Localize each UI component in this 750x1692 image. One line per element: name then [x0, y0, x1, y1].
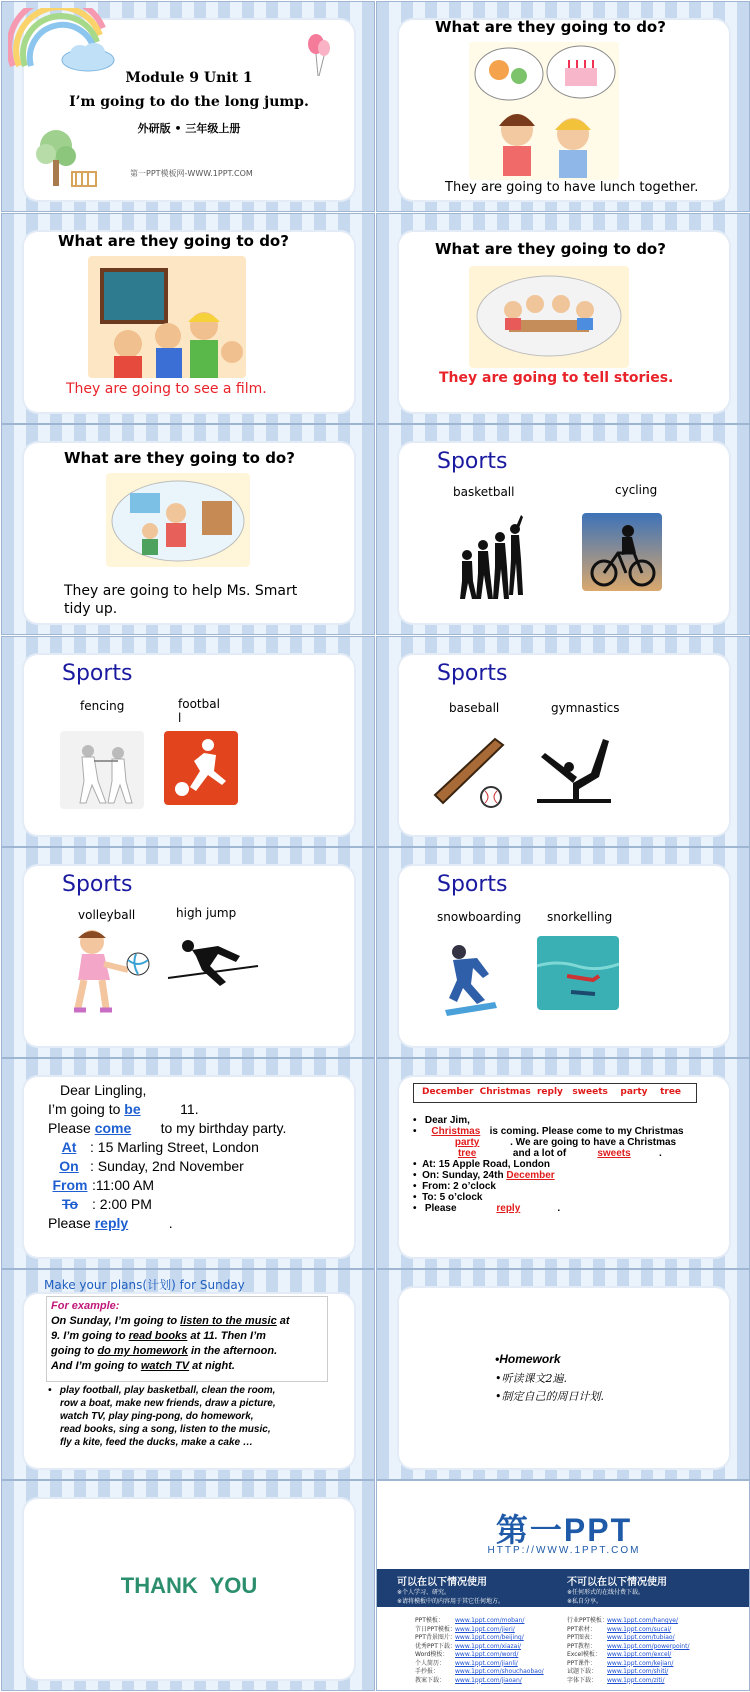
link-label: PPT背景图片： — [415, 1634, 456, 1641]
slide-subtitle: I’m going to do the long jump. — [69, 94, 309, 110]
fill-blank: be — [124, 1101, 141, 1117]
letter-line: Please reply . — [48, 1215, 173, 1231]
link-url[interactable]: www.1ppt.com/hangye/ — [607, 1617, 678, 1624]
link-label: 教案下载： — [415, 1676, 446, 1684]
letter-line: Please come to my birthday party. — [48, 1120, 287, 1136]
link-url[interactable]: www.1ppt.com/xiazai/ — [455, 1642, 522, 1650]
example-line: going to do my homework in the afternoon. — [51, 1345, 278, 1357]
sport-label-wrap: l — [178, 711, 182, 725]
link-row — [415, 1634, 544, 1643]
slide-10[interactable] — [376, 847, 750, 1058]
link-row — [415, 1617, 544, 1626]
link-label: 字体下载： — [567, 1676, 598, 1684]
activity-line: read books, sing a song, listen to the music, — [60, 1424, 271, 1435]
letter-line: tree and a lot of sweets . — [413, 1148, 713, 1159]
link-label: 行业PPT模板： — [567, 1617, 608, 1624]
question: What are they going to do? — [64, 449, 295, 467]
link-label: 个人简历： — [415, 1659, 446, 1667]
slide-12[interactable] — [376, 1058, 750, 1269]
high-jump-icon — [166, 936, 260, 990]
baseball-icon — [429, 731, 509, 811]
sports-heading: Sports — [62, 872, 133, 897]
slide-11[interactable] — [1, 1058, 375, 1269]
letter-line: • Dear Jim, — [413, 1115, 470, 1126]
question: What are they going to do? — [435, 240, 666, 258]
link-row — [567, 1668, 689, 1677]
letter-line: • From: 2 o’clock — [413, 1181, 496, 1192]
activity-list — [48, 1384, 276, 1449]
sport-label: fencing — [80, 699, 125, 713]
slide-7[interactable] — [1, 636, 375, 847]
slide-9[interactable] — [1, 847, 375, 1058]
slide-15[interactable] — [1, 1480, 375, 1691]
slide-8[interactable] — [376, 636, 750, 847]
slide-title: Module 9 Unit 1 — [125, 70, 253, 86]
link-label: 节日PPT模板： — [415, 1625, 456, 1633]
cannot-use-title: 不可以在以下情况使用 — [567, 1577, 667, 1588]
link-url[interactable]: www.1ppt.com/kejian/ — [607, 1659, 674, 1667]
word: reply — [536, 1087, 563, 1097]
answer: They are going to see a film. — [66, 381, 267, 397]
activity-line: fly a kite, feed the ducks, make a cake … — [60, 1437, 253, 1448]
link-row — [567, 1660, 689, 1669]
letter-line: At : 15 Marling Street, London — [48, 1138, 286, 1157]
snorkelling-icon — [537, 936, 619, 1010]
word: December — [422, 1087, 474, 1097]
fill-blank: reply — [496, 1203, 521, 1214]
fill-blank: tree — [457, 1148, 477, 1159]
sport-label: footbal — [178, 697, 220, 711]
basketball-icon — [453, 515, 525, 601]
link-row — [415, 1660, 544, 1669]
sport-label: gymnastics — [551, 701, 620, 715]
word-bank — [413, 1083, 697, 1103]
volleyball-icon — [66, 924, 156, 1024]
football-icon — [164, 731, 238, 805]
link-label: PPT模板： — [415, 1617, 444, 1624]
question: What are they going to do? — [58, 232, 289, 250]
homework-title: •Homework — [495, 1352, 561, 1366]
fill-blank: To — [61, 1196, 79, 1212]
letter-line: On : Sunday, 2nd November — [48, 1157, 286, 1176]
example-box — [46, 1296, 328, 1382]
slide-6[interactable] — [376, 424, 750, 635]
sport-label: snorkelling — [547, 910, 613, 924]
site-label: 第一PPT模板网-WWW.1PPT.COM — [130, 169, 253, 178]
sports-heading: Sports — [437, 449, 508, 474]
slide-16[interactable] — [376, 1480, 750, 1691]
link-label: PPT教程： — [567, 1642, 596, 1650]
can-use-note: ※请将模板中的内容用于其它任何地方。 — [397, 1598, 505, 1605]
sport-label: high jump — [176, 906, 237, 920]
link-label: Word模板： — [415, 1651, 449, 1658]
question: What are they going to do? — [435, 18, 666, 36]
fill-blank: reply — [94, 1215, 129, 1231]
link-url[interactable]: www.1ppt.com/powerpoint/ — [607, 1642, 690, 1650]
can-use-title: 可以在以下情况使用 — [397, 1577, 487, 1588]
letter-line: • On: Sunday, 24th December — [413, 1170, 713, 1181]
activity-line: • play football, play basketball, clean the room, — [48, 1385, 276, 1396]
link-url[interactable]: www.1ppt.com/word/ — [455, 1651, 519, 1658]
slide-2[interactable] — [376, 1, 750, 212]
edition-label: 外研版 • 三年级上册 — [137, 122, 241, 135]
link-label: Excel模板： — [567, 1651, 601, 1658]
tidy-up-cartoon-icon — [106, 473, 250, 567]
activity-line: watch TV, play ping-pong, do homework, — [60, 1411, 254, 1422]
sport-label: cycling — [615, 483, 658, 497]
link-row — [567, 1651, 689, 1660]
link-row — [415, 1668, 544, 1677]
link-label: PPT素材： — [567, 1625, 596, 1633]
link-url[interactable]: www.1ppt.com/moban/ — [455, 1617, 525, 1624]
fill-blank: Christmas — [431, 1126, 481, 1137]
lunch-cartoon-icon — [469, 42, 619, 180]
letter-line: From :11:00 AM — [48, 1176, 286, 1195]
letter-line: • Christmas is coming. Please come to my Christmas — [413, 1126, 684, 1137]
slide-14[interactable] — [376, 1269, 750, 1480]
word: sweets — [572, 1087, 608, 1097]
letter-line: • At: 15 Apple Road, London — [413, 1159, 551, 1170]
sport-label: volleyball — [78, 908, 136, 922]
link-url[interactable]: www.1ppt.com/shiti/ — [607, 1668, 669, 1675]
link-row — [567, 1634, 689, 1643]
fill-blank: At — [61, 1139, 77, 1155]
answer: They are going to have lunch together. — [445, 180, 699, 195]
answer: They are going to tell stories. — [439, 370, 674, 386]
brand-logo: 第一PPT — [495, 1512, 633, 1548]
link-url[interactable]: www.1ppt.com/jieri/ — [455, 1625, 515, 1633]
sport-label: snowboarding — [437, 910, 522, 924]
letter-line: • To: 5 o’clock — [413, 1192, 483, 1203]
link-row — [415, 1677, 544, 1686]
link-url[interactable]: www.1ppt.com/ziti/ — [607, 1676, 665, 1684]
sports-heading: Sports — [62, 661, 133, 686]
link-url[interactable]: www.1ppt.com/excel/ — [607, 1651, 672, 1658]
link-list-left — [415, 1617, 544, 1685]
example-line: And I’m going to watch TV at night. — [51, 1360, 235, 1372]
link-label: PPT图表： — [567, 1634, 596, 1641]
gymnastics-icon — [533, 733, 615, 807]
sports-heading: Sports — [437, 661, 508, 686]
link-label: 手抄报： — [415, 1668, 440, 1675]
link-url[interactable]: www.1ppt.com/sucai/ — [607, 1625, 672, 1633]
brand-url[interactable]: HTTP://WWW.1PPT.COM — [487, 1545, 641, 1556]
fill-blank: sweets — [597, 1148, 631, 1159]
example-label: For example: — [51, 1300, 120, 1312]
letter-line: party . We are going to have a Christmas — [413, 1137, 713, 1148]
cloud-icon — [60, 42, 116, 72]
answer-line-1: They are going to help Ms. Smart — [64, 583, 298, 599]
link-row — [415, 1643, 544, 1652]
cycling-icon — [582, 513, 662, 591]
fill-blank: come — [94, 1120, 132, 1136]
answer-line-2: tidy up. — [64, 601, 118, 617]
link-label: PPT课件： — [567, 1659, 596, 1667]
can-use-note: ※个人学习、研究。 — [397, 1589, 451, 1596]
letter-line: To : 2:00 PM — [48, 1195, 286, 1214]
cannot-use-note: ※任何形式的在线付费下载。 — [567, 1589, 645, 1596]
sports-heading: Sports — [437, 872, 508, 897]
sport-label: basketball — [453, 485, 515, 499]
link-row — [415, 1651, 544, 1660]
link-label: 试题下载： — [567, 1668, 598, 1675]
letter-line: I’m going to be 11. — [48, 1101, 199, 1117]
link-list-right — [567, 1617, 689, 1685]
link-url[interactable]: www.1ppt.com/jiaoan/ — [455, 1676, 522, 1684]
fill-blank: On — [59, 1158, 79, 1174]
link-url[interactable]: www.1ppt.com/tubiao/ — [607, 1634, 675, 1641]
homework-item: •听读课文2遍. — [495, 1372, 567, 1385]
slide-5[interactable] — [1, 424, 375, 635]
fill-blank: From — [52, 1177, 88, 1193]
activity-line: row a boat, make new friends, draw a picture, — [60, 1398, 276, 1409]
letter-line: • Please reply . — [413, 1203, 561, 1214]
slide-13[interactable] — [1, 1269, 375, 1480]
usage-banner — [377, 1569, 750, 1607]
word: party — [620, 1087, 648, 1097]
fencing-icon — [60, 731, 144, 809]
link-url[interactable]: www.1ppt.com/jianli/ — [455, 1659, 518, 1667]
sport-label: baseball — [449, 701, 500, 715]
word: tree — [660, 1087, 682, 1097]
thank-you-text: THANK YOU — [120, 1573, 258, 1598]
slide-1[interactable] — [1, 1, 375, 212]
link-row — [567, 1626, 689, 1635]
slide-4[interactable] — [376, 213, 750, 424]
snowboarding-icon — [437, 940, 501, 1022]
link-row — [567, 1643, 689, 1652]
word: Christmas — [479, 1087, 531, 1097]
cannot-use-note: ※私自分享。 — [567, 1598, 603, 1605]
slide-3[interactable] — [1, 213, 375, 424]
fill-blank: party — [454, 1137, 480, 1148]
film-cartoon-icon — [88, 256, 246, 378]
example-line: 9. I’m going to read books at 11. Then I’m — [51, 1330, 266, 1342]
homework-item: •制定自己的周日计划. — [495, 1390, 604, 1403]
link-row — [415, 1626, 544, 1635]
link-url[interactable]: www.1ppt.com/shouchaobao/ — [455, 1668, 544, 1675]
link-row — [567, 1677, 689, 1686]
link-url[interactable]: www.1ppt.com/beijing/ — [455, 1634, 524, 1641]
letter-greeting: Dear Lingling, — [60, 1082, 147, 1098]
link-label: 优秀PPT下载： — [415, 1642, 456, 1650]
fill-blank: December — [506, 1170, 555, 1181]
link-row — [567, 1617, 689, 1626]
example-line: On Sunday, I’m going to listen to the music at — [51, 1315, 290, 1327]
plans-heading: Make your plans(计划) for Sunday — [44, 1278, 245, 1292]
stories-cartoon-icon — [469, 266, 629, 368]
